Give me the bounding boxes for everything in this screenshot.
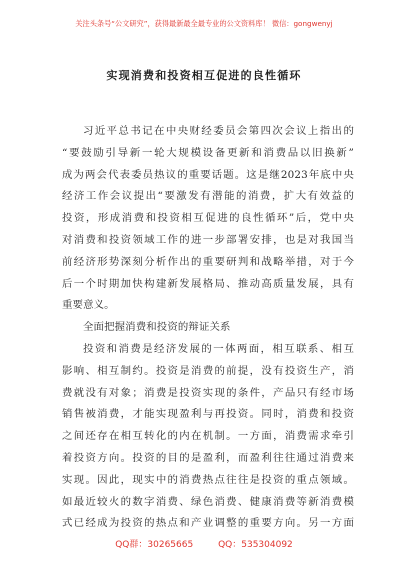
- body-line: 影响、相互制约。投资是消费的前提，没有投资生产，消: [62, 364, 354, 377]
- qq-group-number: QQ群：30265665: [115, 540, 194, 550]
- body-line: 后一个时期加快构建新发展格局、推动高质量发展，具有: [62, 277, 354, 290]
- body-line: 经济工作会议提出“要激发有潜能的消费，扩大有效益的: [62, 190, 354, 203]
- body-line: 前经济形势深刻分析作出的重要研判和战略举措，对于今: [62, 255, 354, 268]
- footer-contact: [0, 537, 408, 550]
- body-line: 之间还存在相互转化的内在机制。一方面，消费需求牵引: [62, 430, 354, 443]
- body-line: 投资，形成消费和投资相互促进的良性循环”后，党中央: [62, 212, 354, 225]
- document-title: 实现消费和投资相互促进的良性循环: [106, 69, 302, 82]
- body-line: 式已经成为投资的热点和产业调整的重要方向。另一方面: [62, 517, 354, 530]
- body-line: 如最近较火的数字消费、绿色消费、健康消费等新消费模: [62, 495, 354, 508]
- section-heading: 全面把握消费和投资的辩证关系: [83, 321, 231, 334]
- body-line: 着投资方向。投资的目的是盈利，而盈利往往通过消费来: [62, 451, 354, 464]
- body-line: 对消费和投资领域工作的进一步部署安排，也是对我国当: [62, 233, 354, 246]
- top-banner: 关注头条号“公文研究”，获得最新最全最专业的公文资料库！ 微信：gongwenyj: [75, 19, 333, 28]
- body-line: 习近平总书记在中央财经委员会第四次会议上指出的: [83, 125, 354, 137]
- body-line: 费就没有对象；消费是投资实现的条件，产品只有经市场: [62, 386, 354, 399]
- body-line: 销售被消费，才能实现盈利与再投资。同时，消费和投资: [62, 408, 354, 421]
- body-line: 实现。因此，现实中的消费热点往往是投资的重点领域。: [62, 473, 354, 486]
- body-line: “要鼓励引导新一轮大规模设备更新和消费品以旧换新”: [62, 146, 354, 159]
- qq-number: QQ：535304092: [218, 540, 293, 550]
- body-line: 成为两会代表委员热议的重要话题。这是继2023年底中央: [62, 168, 354, 181]
- body-line: 投资和消费是经济发展的一体两面，相互联系、相互: [83, 342, 354, 355]
- body-line: 重要意义。: [62, 299, 115, 312]
- document-body: [62, 121, 354, 535]
